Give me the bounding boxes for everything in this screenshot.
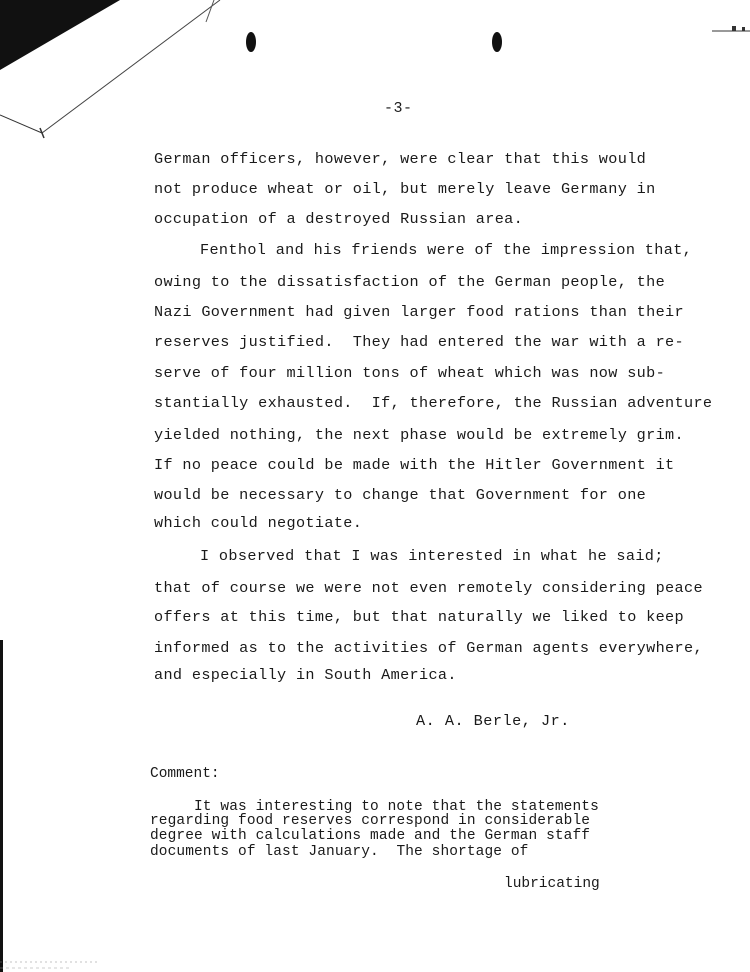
body-line: would be necessary to change that Government for one bbox=[154, 486, 647, 504]
body-line: yielded nothing, the next phase would be extremely grim. bbox=[154, 426, 684, 444]
comment-line: It was interesting to note that the statements bbox=[194, 799, 599, 815]
body-line: owing to the dissatisfaction of the German people, the bbox=[154, 273, 666, 291]
body-line: Nazi Government had given larger food rations than their bbox=[154, 303, 684, 321]
body-line: reserves justified. They had entered the war with a re- bbox=[154, 333, 684, 351]
comment-line: degree with calculations made and the German staff bbox=[150, 828, 591, 844]
comment-line: documents of last January. The shortage of bbox=[150, 844, 529, 860]
body-line: stantially exhausted. If, therefore, the Russian adventure bbox=[154, 394, 713, 412]
scan-mark-icon bbox=[0, 950, 100, 972]
comment-line: regarding food reserves correspond in considerable bbox=[150, 813, 591, 829]
scan-mark-icon bbox=[712, 24, 750, 34]
catchword: lubricating bbox=[504, 876, 600, 892]
body-line: occupation of a destroyed Russian area. bbox=[154, 210, 524, 228]
punch-hole-icon bbox=[246, 32, 256, 52]
body-line: that of course we were not even remotely considering peace bbox=[154, 579, 703, 597]
folded-corner-icon bbox=[0, 0, 230, 150]
signature: A. A. Berle, Jr. bbox=[416, 712, 570, 730]
body-line: offers at this time, but that naturally we liked to keep bbox=[154, 608, 684, 626]
body-line: and especially in South America. bbox=[154, 666, 457, 684]
body-line: which could negotiate. bbox=[154, 514, 363, 532]
page-number: -3- bbox=[384, 100, 413, 117]
comment-heading: Comment: bbox=[150, 766, 220, 782]
punch-hole-icon bbox=[492, 32, 502, 52]
body-line: serve of four million tons of wheat which was now sub- bbox=[154, 364, 666, 382]
body-line: If no peace could be made with the Hitler Government it bbox=[154, 456, 675, 474]
body-line: I observed that I was interested in what he said; bbox=[200, 547, 664, 565]
body-line: not produce wheat or oil, but merely leave Germany in bbox=[154, 180, 656, 198]
scan-edge-shadow bbox=[0, 640, 3, 972]
body-line: informed as to the activities of German agents everywhere, bbox=[154, 639, 703, 657]
body-line: German officers, however, were clear that this would bbox=[154, 150, 647, 168]
body-line: Fenthol and his friends were of the impression that, bbox=[200, 241, 693, 259]
